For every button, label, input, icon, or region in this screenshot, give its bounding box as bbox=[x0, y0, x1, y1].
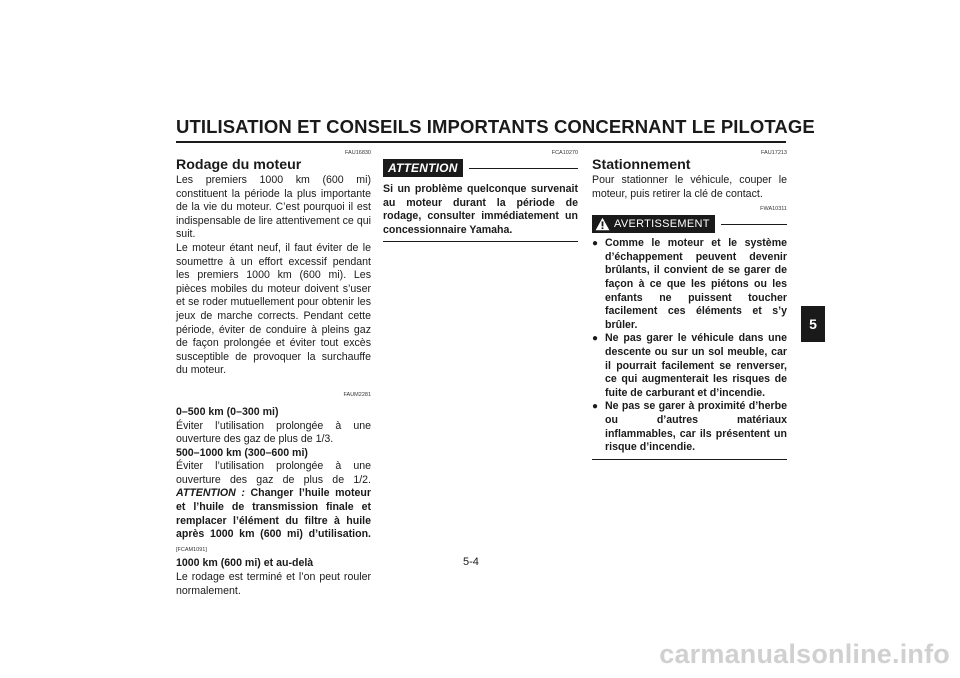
warning-list bbox=[592, 237, 787, 455]
header-rule bbox=[176, 141, 786, 143]
attention-inline-text: Changer l’huile moteur et l’huile de transmission finale et remplacer l’élément du filtre à huile après 1000 km (600 mi) d’utilisation. bbox=[176, 487, 371, 541]
column-attention bbox=[383, 150, 578, 242]
section-heading-break-in: Rodage du moteur bbox=[176, 157, 302, 173]
attention-badge: ATTENTION bbox=[383, 159, 463, 177]
warning-badge bbox=[592, 215, 715, 233]
watermark: carmanualsonline.info bbox=[659, 639, 950, 669]
attention-bottom-rule bbox=[383, 241, 578, 242]
paragraph: Éviter l’utilisation prolongée à une ouverture des gaz de plus de 1/3. bbox=[176, 419, 371, 446]
warning-list-item: ● Ne pas garer le véhicule dans une descente ou sur un sol meuble, car il pourrait facilement se renverser, ce qui augmenterait les risques de fuite de carburant et d’incendie. bbox=[592, 332, 787, 400]
reference-code: FCA10270 bbox=[551, 150, 578, 156]
attention-inline-label: ATTENTION : bbox=[176, 487, 245, 500]
reference-code: FAUM2281 bbox=[343, 391, 371, 398]
chapter-tab: 5 bbox=[801, 306, 825, 342]
paragraph: Les premiers 1000 km (600 mi) constituent la période la plus importante de la vie du moteur. C’est pourquoi il est indispensable de lire attentivement ce qui suit. bbox=[176, 174, 371, 241]
subheading: 500–1000 km (300–600 mi) bbox=[176, 446, 308, 459]
warning-rule bbox=[721, 224, 787, 225]
page-header-title: UTILISATION ET CONSEILS IMPORTANTS CONCERNANT LE PILOTAGE bbox=[176, 116, 815, 137]
warning-bottom-rule bbox=[592, 459, 787, 460]
paragraph: Le rodage est terminé et l’on peut rouler normalement. bbox=[176, 571, 371, 597]
warning-header bbox=[592, 215, 787, 233]
paragraph-with-attention bbox=[176, 460, 371, 557]
warning-list-item: ● Comme le moteur et le système d’échappement peuvent devenir brûlants, il convient de se garer de façon à ce que les piétons ou les enfants ne puissent toucher facilement ces éléments et s’y brûler. bbox=[592, 237, 787, 332]
reference-code: FWA10311 bbox=[760, 206, 787, 213]
reference-code-inline: [FCAM1091] bbox=[176, 546, 207, 553]
column-parking bbox=[592, 150, 787, 460]
attention-rule bbox=[469, 168, 578, 169]
attention-text: Si un problème quelconque survenait au moteur durant la période de rodage, consulter immédiatement un concessionnaire Yamaha. bbox=[383, 183, 578, 236]
column-break-in bbox=[176, 150, 371, 598]
subheading: 1000 km (600 mi) et au-delà bbox=[176, 557, 314, 570]
reference-code: FAU16830 bbox=[345, 150, 371, 156]
page-number: 5-4 bbox=[463, 556, 479, 568]
warning-badge-label: AVERTISSEMENT bbox=[614, 218, 710, 231]
paragraph-text: Éviter l’utilisation prolongée à une ouverture des gaz de plus de 1/2. bbox=[176, 460, 371, 486]
paragraph: Pour stationner le véhicule, couper le moteur, puis retirer la clé de contact. bbox=[592, 174, 787, 200]
warning-triangle-icon bbox=[595, 217, 610, 231]
subheading: 0–500 km (0–300 mi) bbox=[176, 405, 279, 418]
paragraph: Le moteur étant neuf, il faut éviter de le soumettre à un effort excessif pendant les premiers 1000 km (600 mi). Les pièces mobiles du moteur doivent s’user et se roder mutuellement pour obtenir les jeux de marche corrects. Pendant cette période, éviter de conduire à pleins gaz de façon prolongée et éviter tout excès susceptible de provoquer la surchauffe du moteur. bbox=[176, 241, 371, 377]
reference-code: FAU17213 bbox=[761, 150, 787, 156]
section-heading-parking: Stationnement bbox=[592, 157, 691, 173]
warning-list-item: ● Ne pas se garer à proximité d’herbe ou d’autres matériaux inflammables, car ils présentent un risque d’incendie. bbox=[592, 400, 787, 454]
attention-header bbox=[383, 159, 578, 177]
